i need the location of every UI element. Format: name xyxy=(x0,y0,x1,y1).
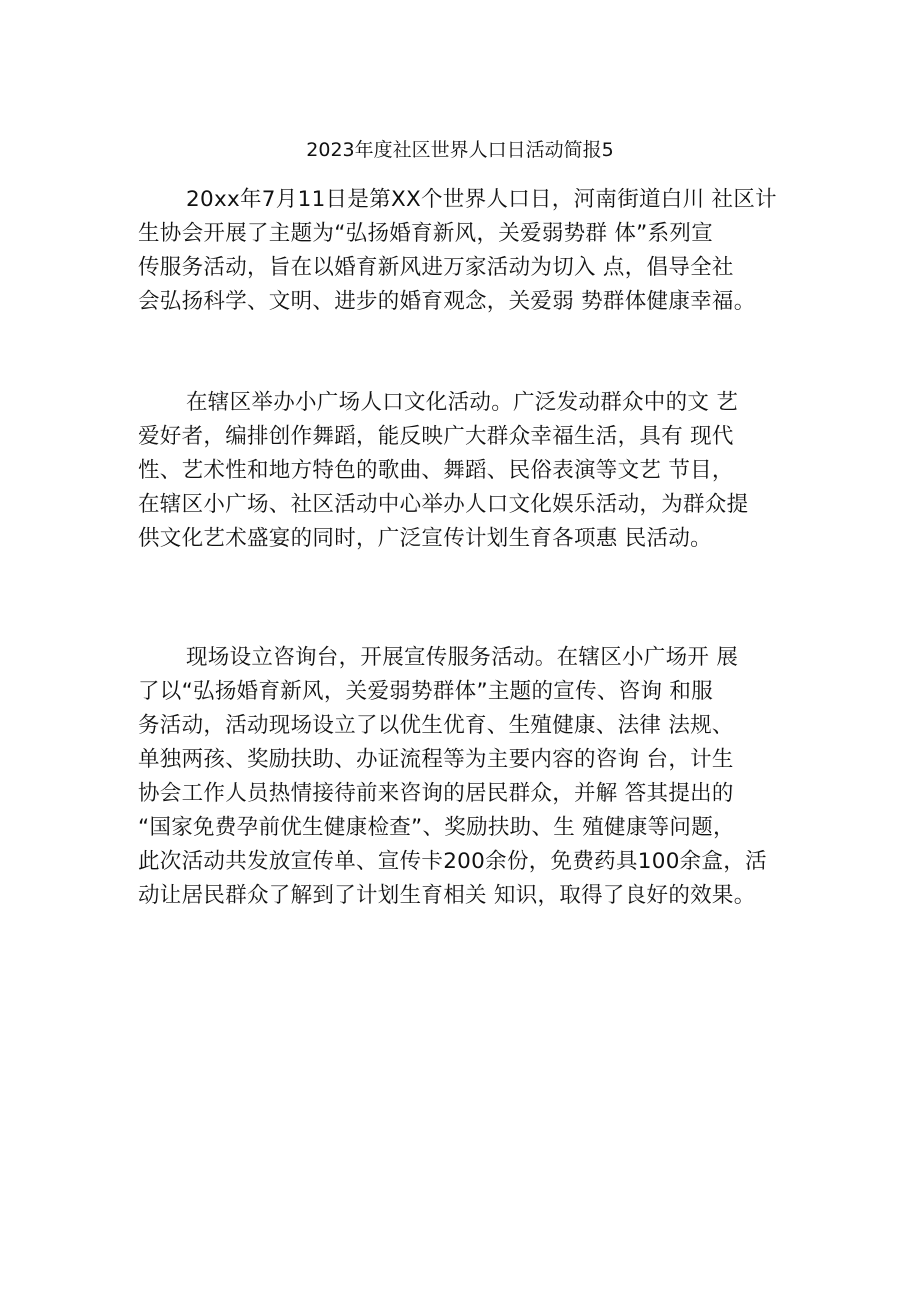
paragraph-line: “国家免费孕前优生健康检查”、奖励扶助、生 殖健康等问题， xyxy=(138,815,735,840)
paragraph-line: 生协会开展了主题为“弘扬婚育新风，关爱弱势群 体”系列宣 xyxy=(138,221,714,246)
paragraph-line: 会弘扬科学、文明、进步的婚育观念，关爱弱 势群体健康幸福。 xyxy=(138,289,756,314)
paragraph-line: 了以“弘扬婚育新风，关爱弱势群体”主题的宣传、咨询 和服 xyxy=(138,679,714,704)
paragraph-line: 在辖区举办小广场人口文化活动。广泛发动群众中的文 艺 xyxy=(186,390,739,415)
paragraph-line: 性、艺术性和地方特色的歌曲、舞蹈、民俗表演等文艺 节目， xyxy=(138,458,734,483)
paragraph-line: 爱好者，编排创作舞蹈，能反映广大群众幸福生活，具有 现代 xyxy=(138,424,734,449)
paragraph-line: 供文化艺术盛宴的同时，广泛宣传计划生育各项惠 民活动。 xyxy=(138,526,712,551)
document-title: 2023年度社区世界人口日活动简报5 xyxy=(306,139,614,161)
paragraph-line: 动让居民群众了解到了计划生育相关 知识，取得了良好的效果。 xyxy=(138,883,756,908)
paragraph-2 xyxy=(138,386,798,556)
paragraph-line: 单独两孩、奖励扶助、办证流程等为主要内容的咨询 台，计生 xyxy=(138,747,734,772)
paragraph-line: 此次活动共发放宣传单、宣传卡200余份，免费药具100余盒，活 xyxy=(138,849,767,874)
paragraph-line: 20xx年7月11日是第XX个世界人口日，河南街道白川 社区计 xyxy=(186,187,777,212)
paragraph-3 xyxy=(138,641,798,913)
paragraph-line: 协会工作人员热情接待前来咨询的居民群众，并解 答其提出的 xyxy=(138,781,734,806)
paragraph-line: 在辖区小广场、社区活动中心举办人口文化娱乐活动，为群众提 xyxy=(138,492,749,517)
paragraph-line: 传服务活动，旨在以婚育新风进万家活动为切入 点，倡导全社 xyxy=(138,255,734,280)
paragraph-line: 务活动，活动现场设立了以优生优育、生殖健康、法律 法规、 xyxy=(138,713,734,738)
paragraph-1 xyxy=(138,183,798,319)
paragraph-line: 现场设立咨询台，开展宣传服务活动。在辖区小广场开 展 xyxy=(186,645,739,670)
